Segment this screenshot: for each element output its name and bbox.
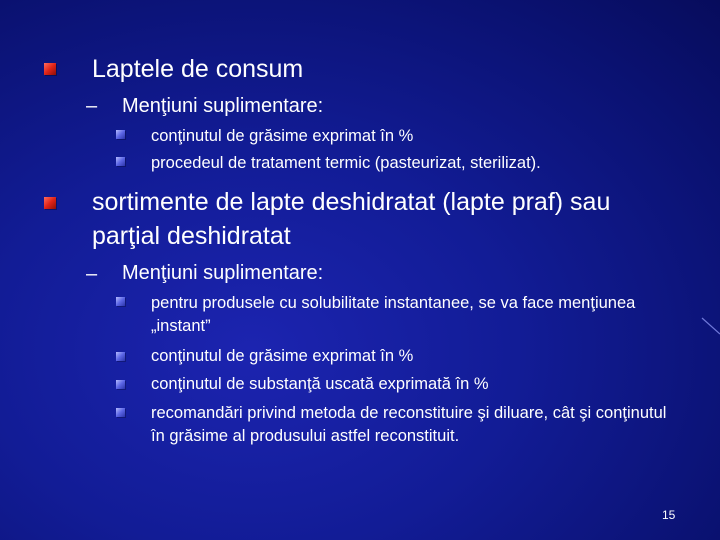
- subheading: Menţiuni suplimentare:: [122, 95, 324, 117]
- bullet-icon: [116, 352, 125, 361]
- bullet-icon: [44, 197, 56, 209]
- bullet-icon: [116, 130, 125, 139]
- list-item: recomandări privind metoda de reconstituire şi diluare, cât şi conţinutul în grăsime al produsului astfel reconstituit.: [151, 404, 667, 445]
- bullet-icon: [116, 157, 125, 166]
- dash-marker: –: [86, 95, 98, 117]
- subheading: Menţiuni suplimentare:: [122, 262, 324, 284]
- bullet-icon: [116, 297, 125, 306]
- section-heading: Laptele de consum: [92, 55, 304, 83]
- section-heading: sortimente de lapte deshidratat (lapte praf) sau: [92, 188, 611, 216]
- decorative-streak: [700, 316, 720, 336]
- bullet-icon: [116, 408, 125, 417]
- page-number: 15: [662, 508, 676, 522]
- list-item: conţinutul de grăsime exprimat în %: [151, 127, 414, 145]
- bullet-icon: [116, 380, 125, 389]
- list-item: conţinutul de grăsime exprimat în %: [151, 347, 414, 365]
- list-item: procedeul de tratament termic (pasteurizat, sterilizat).: [151, 154, 541, 172]
- dash-marker: –: [86, 263, 98, 285]
- section-heading: parţial deshidratat: [92, 222, 291, 250]
- bullet-icon: [44, 63, 56, 75]
- list-item: pentru produsele cu solubilitate instantanee, se va face menţiunea „instant”: [151, 294, 636, 335]
- list-item: conţinutul de substanţă uscată exprimată în %: [151, 375, 489, 393]
